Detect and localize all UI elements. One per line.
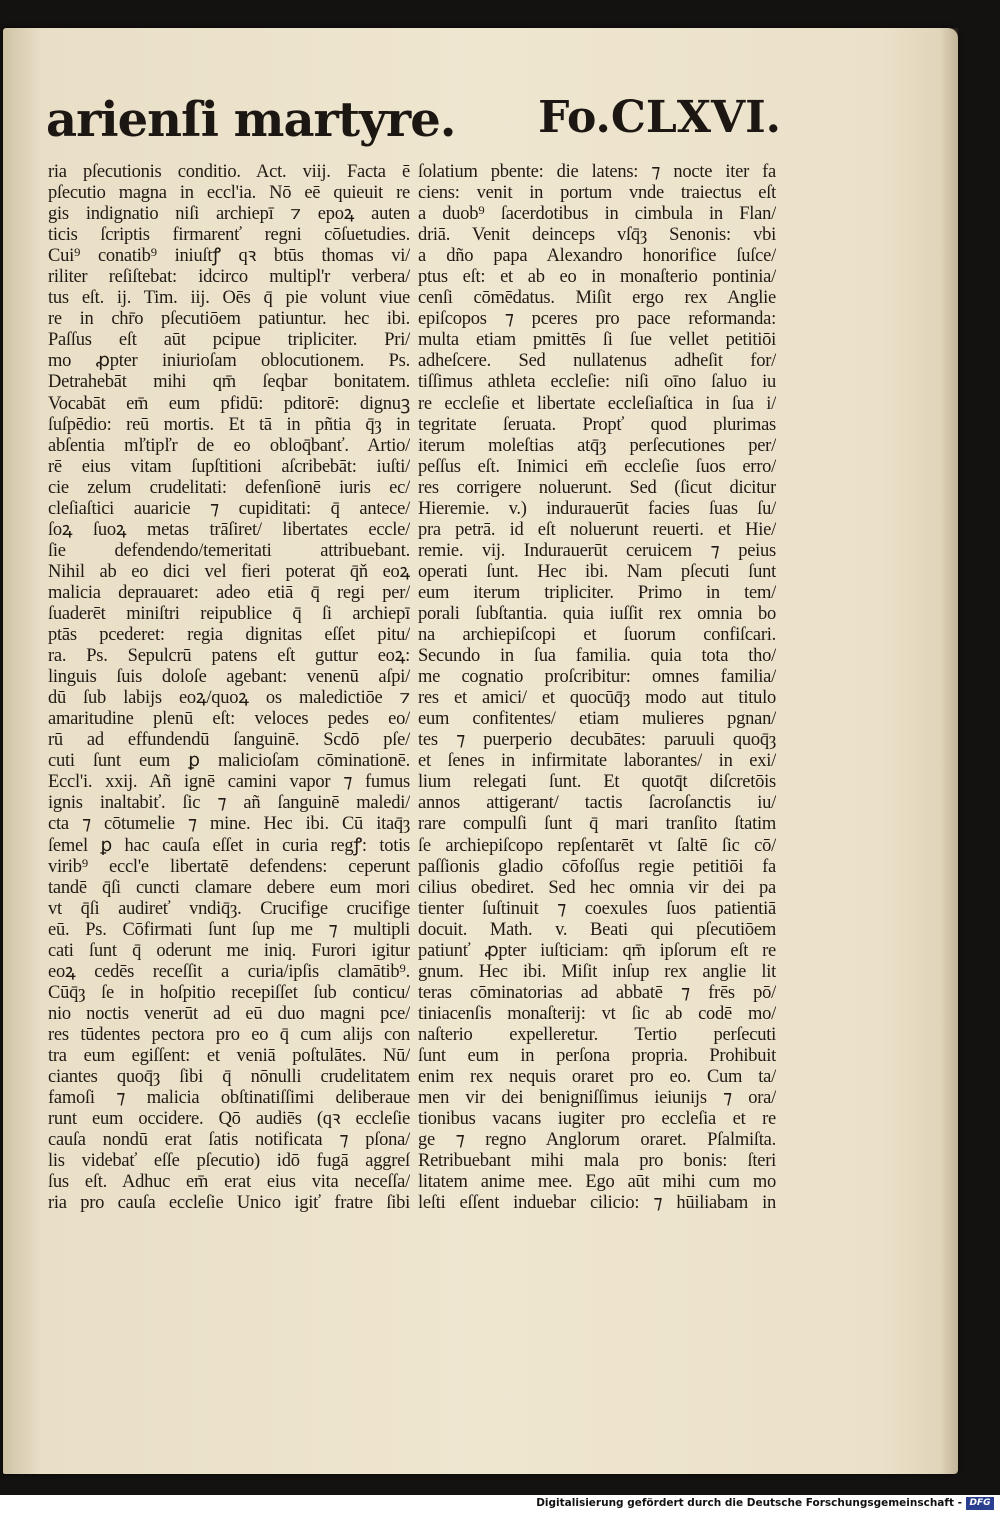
text-line: gnum. Hec ibi. Miſit inſup rex anglie lit [418,961,776,982]
text-line: ſus eſt. Adhuc em̄ erat eius vita neceſſa/ [48,1172,410,1193]
text-column-left [48,162,410,1214]
text-line: tionibus vacans iugiter pro eccleſia et re [418,1109,776,1130]
text-line: vt q̄ſi audireť vndiq̄ȝ. Crucifige crucifige [48,898,410,919]
text-line: leſti eſſent induebar cilicio: ⁊ hūiliabam in [418,1193,776,1214]
text-line: Cūq̄ȝ ſe in hoſpitio recepiſſet ſub conticu/ [48,982,410,1003]
text-line: operati ſunt. Hec ibi. Nam pſecuti ſunt [418,561,776,582]
text-line: Vocabāt em̄ eum pfidū: pditorē: dignuꝫ [48,393,410,414]
text-line: linguis ſuis doloſe agebant: venenū aſpi/ [48,667,410,688]
text-line: tiniacenſis monaſterij: vt ſic ab codē mo/ [418,1003,776,1024]
text-line: rare compulſi ſunt q̄ mari tranſito ſtatim [418,814,776,835]
text-line: amaritudine plenū eſt: veloces pedes eo/ [48,709,410,730]
text-line: adheſcere. Sed nullatenus adheſit for/ [418,351,776,372]
text-line: mo ꝓpter iniurioſam oblocutionem. Ps. [48,351,410,372]
text-line: enim rex nequis oraret pro eo. Cum ta/ [418,1067,776,1088]
text-line: ſunt eum in perſona propria. Prohibuit [418,1045,776,1066]
text-line: Secundo in ſua familia. quia tota tho/ [418,646,776,667]
text-line: tienter ſuſtinuit ⁊ coexules ſuos patientiā [418,898,776,919]
text-line: riliter reſiſtebat: idcirco multipl'r verbera/ [48,267,410,288]
text-line: Detrahebāt mihi qm̄ ſeqbar bonitatem. [48,372,410,393]
text-line: cenſi cōmēdatus. Miſit ergo rex Anglie [418,288,776,309]
text-line: porali ſubſtantia. quia iuſſit rex omnia bo [418,603,776,624]
text-line: ptās pcederet: regia dignitas eſſet pitu/ [48,625,410,646]
text-line: runt eum occidere. Qō audiēs (qꝛ eccleſie [48,1109,410,1130]
text-line: re in chr̄o pſecutiōem patiuntur. hec ibi. [48,309,410,330]
text-line: docuit. Math. v. Beati qui pſecutiōem [418,919,776,940]
text-line: re eccleſie et libertate eccleſiaſtica in ſua i/ [418,393,776,414]
text-line: driā. Venit deinceps vſq̄ȝ Senonis: vbi [418,225,776,246]
text-line: epiſcopos ⁊ pceres pro pace reformanda: [418,309,776,330]
text-line: cuti ſunt eum ꝑ malicioſam cōminationē. [48,751,410,772]
text-line: naſterio expelleretur. Tertio perſecuti [418,1024,776,1045]
text-line: ge ⁊ regno Anglorum oraret. Pſalmiſta. [418,1130,776,1151]
text-line: ſoꝝ ſuoꝝ metas trāſiret/ libertates eccle/ [48,519,410,540]
text-line: ſemel ꝑ hac cauſa eſſet in curia regꝭ: totis [48,835,410,856]
text-line: cilius obediret. Sed hec omnia vir dei pa [418,877,776,898]
text-line: et ſenes in infirmitate laborantes/ in exi/ [418,751,776,772]
text-line: teras cōminatorias ad abbatē ⁊ frēs pō/ [418,982,776,1003]
text-line: cie zelum crudelitati: defenſionē iuris ec/ [48,477,410,498]
text-line: Nihil ab eo dici vel fieri poterat q̄ň eoꝝ [48,561,410,582]
text-line: virib⁹ eccl'e libertatē defendens: ceperunt [48,856,410,877]
text-line: ptus eſt: et ab eo in monaſterio pontinia/ [418,267,776,288]
running-title: arienſi martyre. [46,92,456,148]
text-line: eum confitentes/ etiam mulieres pgnan/ [418,709,776,730]
text-line: eum iterum tripliciter. Primo in tem/ [418,582,776,603]
text-line: ciantes quoq̄ȝ ſibi q̄ nōnulli crudelitatem [48,1067,410,1088]
text-line: res tūdentes pectora pro eo q̄ cum alijs con [48,1024,410,1045]
text-line: ticis ſcriptis firmarenť regni cōſuetudies. [48,225,410,246]
text-line: patiunť ꝓpter iuſticiam: qm̄ ipſorum eſt re [418,940,776,961]
footer-bar [0,1495,1000,1514]
text-line: paſſionis gladio cōfoſſus regie petitiōi fa [418,856,776,877]
text-line: ſolatium pbente: die latens: ⁊ nocte iter fa [418,162,776,182]
text-line: abſentia mľtipľr de eo obloq̄banť. Artio/ [48,435,410,456]
text-line: cati ſunt q̄ oderunt me iniq. Furori igitur [48,940,410,961]
text-line: tandē q̄ſi cuncti clamare debere eum mori [48,877,410,898]
text-line: pra petrā. id eſt noluerunt reuerti. et Hie/ [418,519,776,540]
text-line: ciens: venit in portum vnde traiectus eſt [418,183,776,204]
text-column-right [418,162,776,1214]
text-line: ria pſecutionis conditio. Act. viij. Facta ē [48,162,410,182]
text-line: pſecutio magna in eccl'ia. Nō eē quieuit re [48,183,410,204]
text-line: cauſa nondū erat ſatis notificata ⁊ pſona/ [48,1130,410,1151]
text-line: ignis inaltabiť. ſic ⁊ añ ſanguinē maledi/ [48,793,410,814]
text-line: famoſi ⁊ malicia obſtinatiſſimi deliberaue [48,1088,410,1109]
text-line: na archiepiſcopi et ſuorum confiſcari. [418,625,776,646]
text-line: eoꝝ cedēs receſſit a curia/ipſis clamātib⁹. [48,961,410,982]
text-line: men vir dei benigniſſimus ieiunijs ⁊ ora/ [418,1088,776,1109]
text-line: lium relegati ſunt. Et quotq̄t diſcretōis [418,772,776,793]
text-line: Paſſus eſt aūt pcipue tripliciter. Pri/ [48,330,410,351]
page-edge-shadow [940,28,958,1474]
text-line: me cognatio proſcribitur: omnes familia/ [418,667,776,688]
text-line: litatem anime mee. Ego aūt mihi cum mo [418,1172,776,1193]
text-line: peſſus eſt. Inimici em̄ eccleſie ſuos erro/ [418,456,776,477]
text-line: dū ſub labijs eoꝝ/quoꝝ os maledictiōe ⁊ [48,688,410,709]
text-line: a duob⁹ ſacerdotibus in cimbula in Flan/ [418,204,776,225]
text-line: Eccl'i. xxij. Añ ignē camini vapor ⁊ fumus [48,772,410,793]
text-line: cleſiaſtici auaricie ⁊ cupiditati: q̄ antece/ [48,498,410,519]
text-line: ſie defendendo/temeritati attribuebant. [48,540,410,561]
text-line: Hieremie. v.) indurauerūt facies ſuas ſu/ [418,498,776,519]
text-line: ſuſpēdio: reū mortis. Et tā in pñtia q̄ȝ in [48,414,410,435]
text-line: rū ad effundendū ſanguinē. Scdō pſe/ [48,730,410,751]
text-line: rē eius vitam ſupſtitioni aſcribebāt: iuſti/ [48,456,410,477]
page-header [46,92,781,162]
text-line: res corrigere noluerunt. Sed (ſicut dicitur [418,477,776,498]
folio-number: Fo.CLXVI. [538,92,781,143]
text-line: iterum moleſtias atq̄ȝ perſecutiones per/ [418,435,776,456]
text-line: multa etiam pmittēs ſi ſue vellet petitiōi [418,330,776,351]
text-line: cta ⁊ cōtumelie ⁊ mine. Hec ibi. Cū itaq̄ȝ [48,814,410,835]
text-line: Retribuebant mihi mala pro bonis: ſteri [418,1151,776,1172]
text-line: eū. Ps. Cōfirmati ſunt ſup me ⁊ multipli [48,919,410,940]
text-line: a dño papa Alexandro honorifice ſuſce/ [418,246,776,267]
text-line: ria pro cauſa eccleſie Unico igiť fratre ſibi [48,1193,410,1214]
footer-credit: Digitalisierung gefördert durch die Deutsche Forschungsgemeinschaft - [536,1497,962,1509]
text-line: ſe archiepiſcopo repſentarēt vt ſaltē ſic cō/ [418,835,776,856]
text-line: tes ⁊ puerperio decubātes: paruuli quoq̄ȝ [418,730,776,751]
text-line: gis indignatio niſi archiepī ⁊ epoꝝ auten [48,204,410,225]
dfg-logo: DFG [966,1497,994,1510]
text-line: Cui⁹ conatib⁹ iniuſtꝭ qꝛ btūs thomas vi/ [48,246,410,267]
text-line: nio noctis venerūt ad eū duo magni pce/ [48,1003,410,1024]
text-line: tiſſimus athleta eccleſie: niſi oīno ſaluo iu [418,372,776,393]
text-line: res et amici/ et quocūq̄ȝ modo aut titulo [418,688,776,709]
text-line: malicia deprauaret: adeo etiā q̄ regi per/ [48,582,410,603]
text-line: lis videbať eſſe pſecutio) idō fugā aggreſ [48,1151,410,1172]
text-line: tra eum egiſſent: et veniā poſtulātes. Nū/ [48,1045,410,1066]
text-line: ra. Ps. Sepulcrū patens eſt guttur eoꝝ: [48,646,410,667]
text-line: ſuaderēt miniſtri reipublice q̄ ſi archiepī [48,603,410,624]
text-line: tegritate ſeruata. Propť quod plurimas [418,414,776,435]
text-line: tus eſt. ij. Tim. iij. Oēs q̄ pie volunt viue [48,288,410,309]
text-line: remie. vij. Indurauerūt ceruicem ⁊ peius [418,540,776,561]
text-line: annos attigerant/ tactis ſacroſanctis iu/ [418,793,776,814]
